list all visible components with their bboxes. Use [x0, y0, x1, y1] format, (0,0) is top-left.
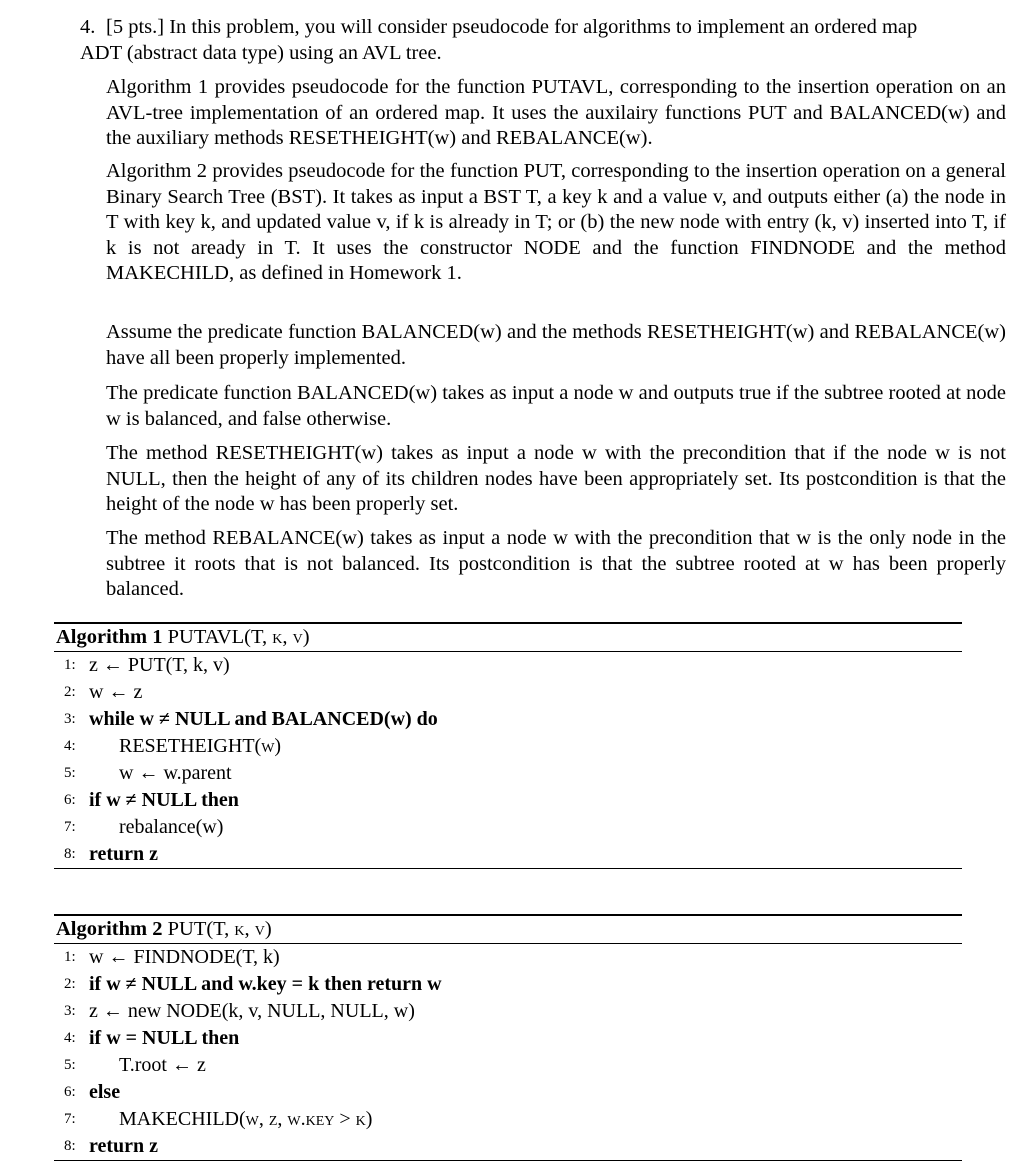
algorithm-2-title — [54, 916, 962, 943]
code-text: T.root ← z — [119, 1054, 206, 1076]
line-number: 3: — [64, 1003, 76, 1019]
code-line — [54, 971, 962, 998]
code-text: RESETHEIGHT(w) — [119, 735, 282, 757]
code-line — [54, 998, 962, 1025]
code-text: w ← z — [89, 681, 143, 703]
paragraph-algorithm2-intro — [106, 159, 1012, 287]
line-number: 6: — [64, 792, 76, 808]
code-line — [54, 652, 962, 679]
code-line — [54, 1106, 962, 1133]
paragraph-text: The method RESETHEIGHT(w) takes as input a node w with the precondition that if the node w is not NULL, then the height of any of its children nodes have been appropriately set. Its postcondition is that the height of the node w has been properly set. — [106, 442, 1012, 516]
algorithm-1 — [54, 622, 962, 869]
code-line — [54, 1025, 962, 1052]
code-text: w ← w.parent — [119, 762, 232, 784]
code-line — [54, 1079, 962, 1106]
code-line — [54, 760, 962, 787]
line-number: 1: — [64, 657, 76, 673]
paragraph-assumption — [106, 320, 1012, 371]
line-number: 4: — [64, 738, 76, 754]
code-line — [54, 706, 962, 733]
code-text: if w = NULL then — [89, 1027, 240, 1049]
problem-heading-text: [5 pts.] In this problem, you will consider pseudocode for algorithms to implement an ordered map ADT (abstract data type) using an AVL tree. — [80, 16, 918, 64]
code-text: MAKECHILD(w, z, w.key > k) — [119, 1108, 373, 1130]
rule — [54, 1160, 962, 1161]
rule — [54, 868, 962, 869]
paragraph-text: Assume the predicate function BALANCED(w) and the methods RESETHEIGHT(w) and REBALANCE(w) have all been properly implemented. — [106, 321, 1012, 369]
code-text: while w ≠ NULL and BALANCED(w) do — [89, 708, 438, 730]
code-text: z ← new NODE(k, v, NULL, NULL, w) — [89, 1000, 415, 1022]
paragraph-text: Algorithm 1 provides pseudocode for the function PUTAVL, corresponding to the insertion operation on an AVL-tree implementation of an ordered map. It uses the auxilairy functions PUT and BALANCED(w) and the auxiliary methods RESETHEIGHT(w) and REBALANCE(w). — [106, 76, 1012, 150]
code-text: w ← FINDNODE(T, k) — [89, 946, 280, 968]
code-text: if w ≠ NULL and w.key = k then return w — [89, 973, 442, 995]
code-line — [54, 814, 962, 841]
problem-number: 4. — [80, 16, 96, 38]
algorithm-label: Algorithm 2 — [56, 918, 163, 940]
line-number: 4: — [64, 1030, 76, 1046]
code-text: rebalance(w) — [119, 816, 224, 838]
line-number: 7: — [64, 819, 76, 835]
code-line — [54, 944, 962, 971]
paragraph-text: Algorithm 2 provides pseudocode for the function PUT, corresponding to the insertion operation on a general Binary Search Tree (BST). It takes as input a BST T, a key k and a value v, and outputs either (a) the node in T with key k, and updated value v, if k is already in T; or (b) the new node with entry (k, v) inserted into T, if k is not aready in T. It uses the constructor NODE and the function FINDNODE and the method MAKECHILD, as defined in Homework 1. — [106, 160, 1012, 285]
problem-heading — [80, 14, 960, 66]
line-number: 3: — [64, 711, 76, 727]
line-number: 5: — [64, 765, 76, 781]
code-line — [54, 1052, 962, 1079]
line-number: 8: — [64, 846, 76, 862]
code-line — [54, 787, 962, 814]
algorithm-1-title — [54, 624, 962, 651]
line-number: 6: — [64, 1084, 76, 1100]
code-line — [54, 841, 962, 868]
line-number: 5: — [64, 1057, 76, 1073]
algorithm-signature: PUT(T, k, v) — [167, 918, 272, 940]
code-text: return z — [89, 1135, 159, 1157]
line-number: 2: — [64, 976, 76, 992]
paragraph-rebalance — [106, 526, 1012, 603]
paragraph-text: The predicate function BALANCED(w) takes as input a node w and outputs true if the subtree rooted at node w is balanced, and false otherwise. — [106, 382, 1012, 430]
paragraph-text: The method REBALANCE(w) takes as input a node w with the precondition that w is the only node in the subtree it roots that is not balanced. Its postcondition is that the subtree rooted at w has been properly balanced. — [106, 527, 1012, 601]
code-line — [54, 733, 962, 760]
code-line — [54, 1133, 962, 1160]
line-number: 2: — [64, 684, 76, 700]
algorithm-signature: PUTAVL(T, k, v) — [167, 626, 310, 648]
paragraph-balanced — [106, 381, 1012, 432]
code-text: if w ≠ NULL then — [89, 789, 239, 811]
code-text: else — [89, 1081, 121, 1103]
algorithm-2 — [54, 914, 962, 1161]
line-number: 8: — [64, 1138, 76, 1154]
algorithm-label: Algorithm 1 — [56, 626, 163, 648]
line-number: 7: — [64, 1111, 76, 1127]
code-text: return z — [89, 843, 159, 865]
code-line — [54, 679, 962, 706]
paragraph-resetheight — [106, 441, 1012, 518]
line-number: 1: — [64, 949, 76, 965]
code-text: z ← PUT(T, k, v) — [89, 654, 230, 676]
paragraph-algorithm1-intro — [106, 75, 1012, 152]
